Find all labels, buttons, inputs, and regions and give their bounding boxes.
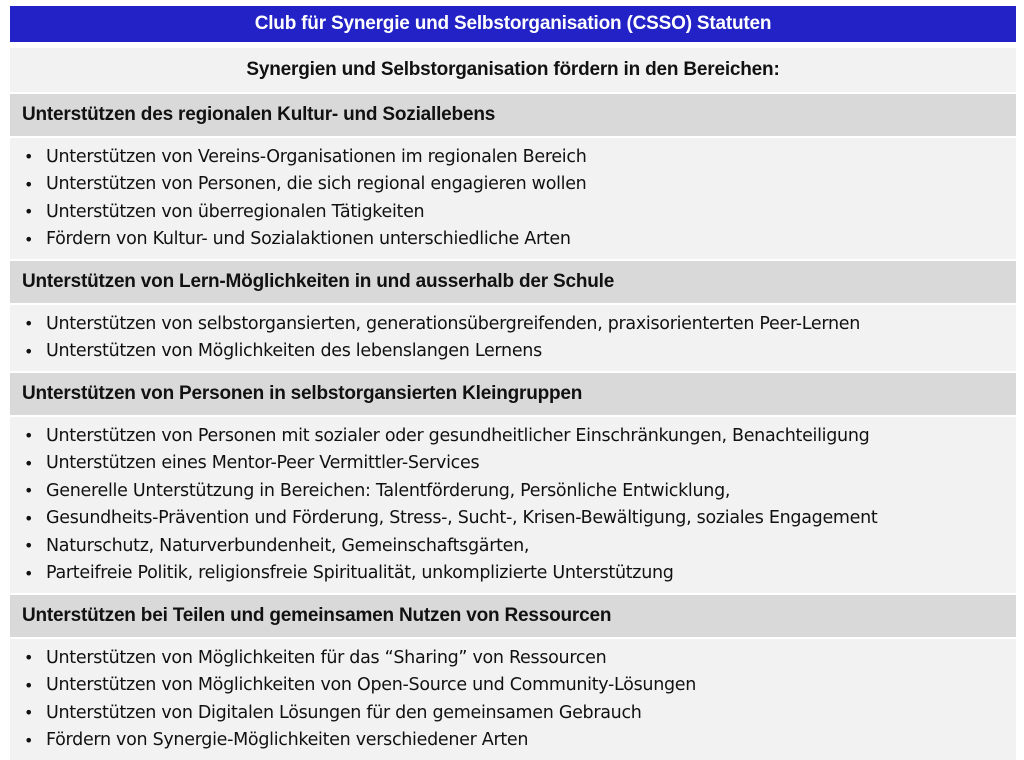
section-heading: Unterstützen von Personen in selbstorgansierten Kleingruppen bbox=[10, 373, 1016, 415]
list-item bbox=[10, 644, 1016, 672]
list-item bbox=[10, 338, 1016, 366]
list-item-text: Unterstützen von Möglichkeiten von Open-Source und Community-Lösungen bbox=[46, 675, 697, 696]
bullet-icon: • bbox=[24, 703, 34, 723]
sections-container bbox=[10, 94, 1016, 760]
list-item bbox=[10, 422, 1016, 450]
list-item bbox=[10, 727, 1016, 755]
list-item-text: Unterstützen von Personen mit sozialer oder gesundheitlicher Einschränkungen, Benachteiligung bbox=[46, 425, 870, 446]
list-item-text: Naturschutz, Naturverbundenheit, Gemeinschaftsgärten, bbox=[46, 535, 530, 556]
section-bullet-list bbox=[10, 639, 1016, 760]
list-item-text: Unterstützen eines Mentor-Peer Vermittler-Services bbox=[46, 453, 480, 474]
bullet-icon: • bbox=[24, 508, 34, 528]
list-item bbox=[10, 699, 1016, 727]
bullet-icon: • bbox=[24, 730, 34, 750]
list-item-text: Unterstützen von Vereins-Organisationen im regionalen Bereich bbox=[46, 146, 587, 167]
section-heading: Unterstützen des regionalen Kultur- und Soziallebens bbox=[10, 94, 1016, 136]
bullet-icon: • bbox=[24, 147, 34, 167]
bullet-icon: • bbox=[24, 536, 34, 556]
bullet-icon: • bbox=[24, 453, 34, 473]
bullet-icon: • bbox=[24, 675, 34, 695]
bullet-icon: • bbox=[24, 174, 34, 194]
list-item bbox=[10, 532, 1016, 560]
list-item-text: Fördern von Synergie-Möglichkeiten verschiedener Arten bbox=[46, 730, 529, 751]
document-subtitle: Synergien und Selbstorganisation fördern in den Bereichen: bbox=[246, 59, 780, 80]
section-bullet-list bbox=[10, 138, 1016, 259]
bullet-icon: • bbox=[24, 481, 34, 501]
list-item-text: Gesundheits-Prävention und Förderung, Stress-, Sucht-, Krisen-Bewältigung, soziales Engagement bbox=[46, 508, 878, 529]
bullet-icon: • bbox=[24, 314, 34, 334]
section-heading: Unterstützen bei Teilen und gemeinsamen Nutzen von Ressourcen bbox=[10, 595, 1016, 637]
list-item-text: Unterstützen von Möglichkeiten für das “Sharing” von Ressourcen bbox=[46, 647, 607, 668]
list-item bbox=[10, 310, 1016, 338]
section-bullet-list bbox=[10, 305, 1016, 371]
list-item bbox=[10, 198, 1016, 226]
list-item-text: Unterstützen von selbstorgansierten, generationsübergreifenden, praxisorienterten Peer-Lernen bbox=[46, 313, 861, 334]
section-heading: Unterstützen von Lern-Möglichkeiten in und ausserhalb der Schule bbox=[10, 261, 1016, 303]
list-item bbox=[10, 672, 1016, 700]
list-item-text: Fördern von Kultur- und Sozialaktionen unterschiedliche Arten bbox=[46, 229, 571, 250]
document-title-bar bbox=[10, 6, 1016, 42]
list-item bbox=[10, 171, 1016, 199]
list-item-text: Unterstützen von Digitalen Lösungen für den gemeinsamen Gebrauch bbox=[46, 702, 642, 723]
list-item bbox=[10, 560, 1016, 588]
list-item bbox=[10, 226, 1016, 254]
list-item bbox=[10, 477, 1016, 505]
bullet-icon: • bbox=[24, 341, 34, 361]
list-item-text: Generelle Unterstützung in Bereichen: Talentförderung, Persönliche Entwicklung, bbox=[46, 480, 731, 501]
bullet-icon: • bbox=[24, 648, 34, 668]
bullet-icon: • bbox=[24, 202, 34, 222]
bullet-icon: • bbox=[24, 426, 34, 446]
list-item bbox=[10, 505, 1016, 533]
list-item-text: Parteifreie Politik, religionsfreie Spiritualität, unkomplizierte Unterstützung bbox=[46, 563, 674, 584]
section-bullet-list bbox=[10, 417, 1016, 593]
list-item-text: Unterstützen von Möglichkeiten des lebenslangen Lernens bbox=[46, 341, 542, 362]
list-item-text: Unterstützen von überregionalen Tätigkeiten bbox=[46, 201, 425, 222]
document-subtitle-row bbox=[10, 48, 1016, 92]
bullet-icon: • bbox=[24, 229, 34, 249]
document-title: Club für Synergie und Selbstorganisation (CSSO) Statuten bbox=[254, 13, 772, 34]
list-item bbox=[10, 450, 1016, 478]
list-item bbox=[10, 143, 1016, 171]
list-item-text: Unterstützen von Personen, die sich regional engagieren wollen bbox=[46, 174, 587, 195]
bullet-icon: • bbox=[24, 563, 34, 583]
